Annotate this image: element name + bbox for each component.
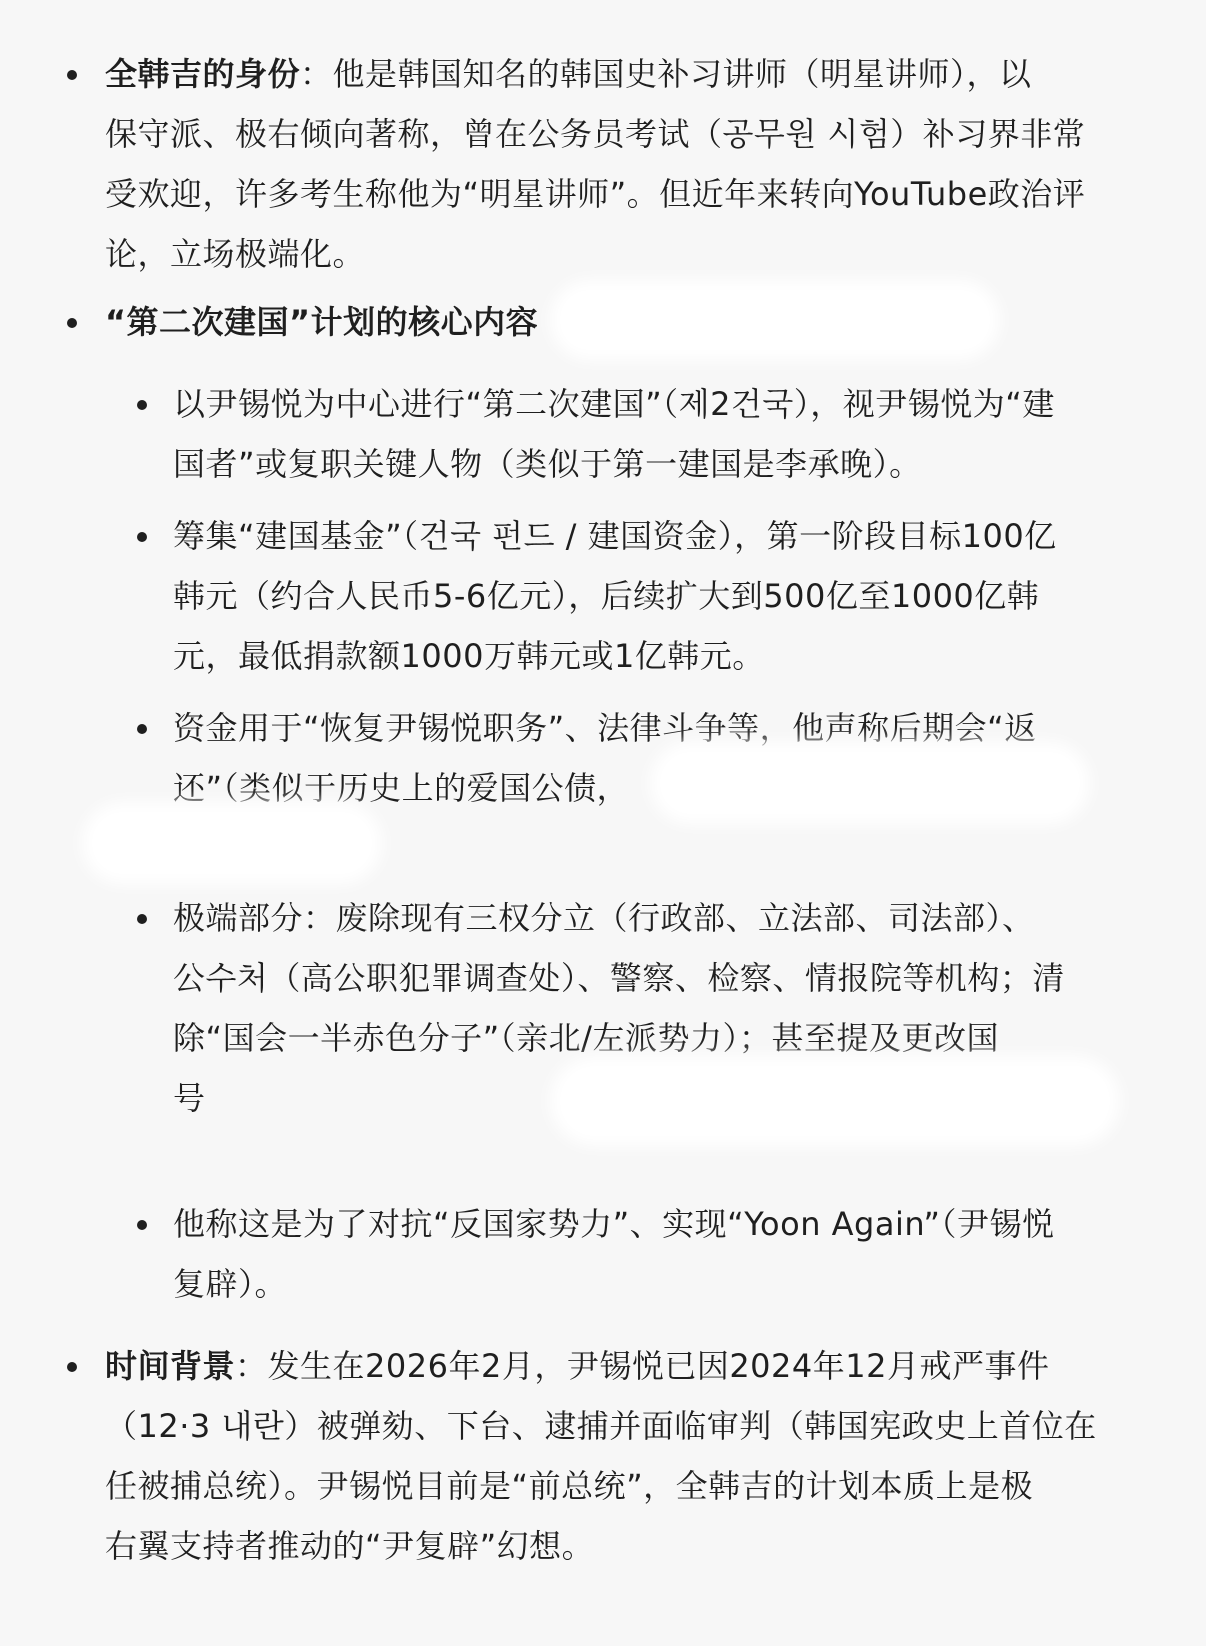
item-line: ：他是韩国知名的韩国史补习讲师（明星讲师），以 [300, 55, 1032, 93]
bullet-icon [137, 400, 147, 410]
bullet-item-identity [105, 44, 1085, 284]
sub-item-yoon-again [173, 1194, 1054, 1314]
redaction-smudge [560, 1066, 1110, 1136]
redaction-smudge [92, 812, 372, 874]
item-line: 筹集“建国基金”（건국 펀드 / 建国资金），第一阶段目标100亿 [173, 517, 1057, 555]
bullet-icon [137, 532, 147, 542]
item-line: 还”（类似于历史上的爱国公债， [173, 769, 630, 807]
bullet-item-time-background [105, 1336, 1097, 1576]
redaction-smudge [660, 752, 1080, 814]
item-line: 保守派、极右倾向著称，曾在公务员考试（공무원 시험）补习界非常 [105, 115, 1086, 153]
bullet-item-plan-heading [105, 292, 538, 352]
bullet-icon [137, 1220, 147, 1230]
item-line: 元，最低捐款额1000万韩元或1亿韩元。 [173, 637, 765, 675]
item-line: 右翼支持者推动的“尹复辟”幻想。 [105, 1527, 595, 1565]
item-line: 他称这是为了对抗“反国家势力”、实现“Yoon Again”（尹锡悦 [173, 1205, 1055, 1243]
item-lead: “第二次建国”计划的核心内容 [105, 303, 539, 341]
bullet-icon [67, 70, 77, 80]
item-line: 除“国会一半赤色分子”（亲北/左派势力）；甚至提及更改国 [173, 1019, 999, 1057]
item-line: 受欢迎，许多考生称他为“明星讲师”。但近年来转向YouTube政治评 [105, 175, 1086, 213]
bullet-icon [67, 1362, 77, 1372]
item-line: 极端部分：废除现有三权分立（行政部、立法部、司法部）、 [173, 899, 1035, 937]
item-line: 以尹锡悦为中心进行“第二次建国”（제2건국），视尹锡悦为“建 [173, 385, 1055, 423]
sub-item-founding-fund [173, 506, 1057, 686]
bullet-icon [137, 724, 147, 734]
sub-item-second-founding [173, 374, 1055, 494]
item-line: 国者”或复职关键人物（类似于第一建国是李承晚）。 [173, 445, 922, 483]
item-line: 资金用于“恢复尹锡悦职务”、法律斗争等，他声称后期会“返 [173, 709, 1037, 747]
bullet-icon [67, 318, 77, 328]
item-line: 公수처（高公职犯罪调查处）、警察、检察、情报院等机构；清 [173, 959, 1065, 997]
item-line: 韩元（约合人民币5-6亿元），后续扩大到500亿至1000亿韩 [173, 577, 1040, 615]
item-line: 复辟）。 [173, 1265, 288, 1303]
item-line: 论，立场极端化。 [105, 235, 366, 273]
item-line: 号 [173, 1079, 206, 1117]
item-line: （12·3 내란）被弹劾、下台、逮捕并面临审判（韩国宪政史上首位在 [105, 1407, 1097, 1445]
item-lead: 时间背景 [105, 1347, 236, 1385]
item-line: 任被捕总统）。尹锡悦目前是“前总统”，全韩吉的计划本质上是极 [105, 1467, 1034, 1505]
bullet-icon [137, 914, 147, 924]
item-lead: 全韩吉的身份 [105, 55, 301, 93]
item-line: ：发生在2026年2月，尹锡悦已因2024年12月戒严事件 [235, 1347, 1050, 1385]
redaction-smudge [560, 290, 990, 350]
